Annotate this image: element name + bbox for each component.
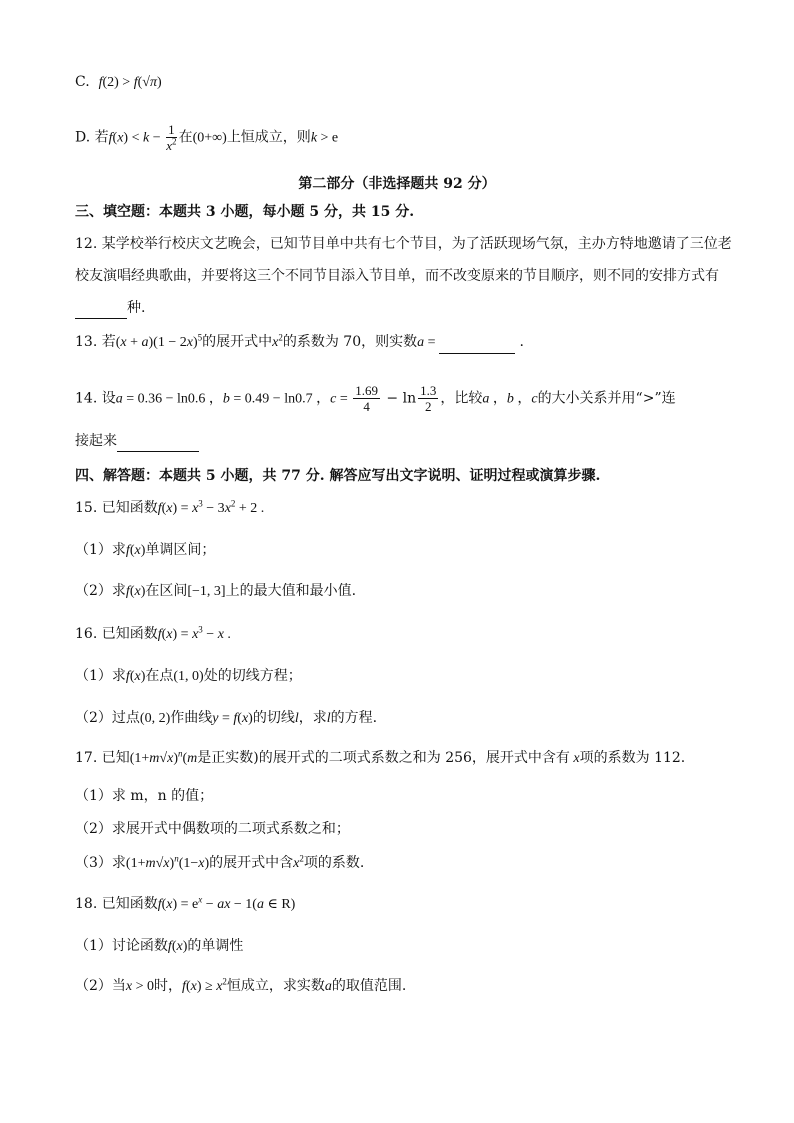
answer-blank[interactable] — [75, 302, 127, 319]
part-title: 第二部分（非选择题共 92 分） — [298, 176, 496, 192]
fraction: $\frac{1.3}{2}$ — [420, 383, 437, 414]
question-18-part-1: （1）讨论函数f(x)的单调性 — [75, 938, 244, 954]
answer-blank[interactable] — [117, 435, 199, 452]
question-17-part-1: （1）求 m，n 的值； — [75, 788, 214, 804]
fraction: $\frac{1}{x^2}$ — [166, 122, 177, 153]
question-15: 15. 已知函数$f(x) = x^3 - 3x^2 + 2$ . — [75, 498, 265, 516]
question-15-part-2: （2）求f(x)在区间[−1, 3]上的最大值和最小值. — [75, 583, 357, 599]
option-label: D. — [75, 129, 91, 146]
question-16: 16. 已知函数$f(x) = x^3 - x$ . — [75, 624, 231, 642]
question-18-part-2: （2）当x > 0时，$f(x) \ge x^2$恒成立，求实数a的取值范围. — [75, 976, 407, 994]
section-title: 三、填空题：本题共 3 小题，每小题 5 分，共 15 分. — [75, 204, 415, 220]
question-16-part-2: （2）过点(0, 2)作曲线y = f(x)的切线l，求l的方程. — [75, 710, 378, 726]
option-d: D. 若f(x) < k − $\frac{1}{x^2}$ 在(0+∞)上恒成立，则k > e — [75, 122, 339, 153]
question-17-part-2: （2）求展开式中偶数项的二项式系数之和； — [75, 821, 350, 837]
question-12-cont: 种. — [75, 297, 734, 319]
option-label: C. — [75, 74, 90, 90]
question-14-cont: 接起来 — [75, 430, 734, 452]
fraction: $\frac{1.69}{4}$ — [355, 383, 378, 414]
question-14: 14. 设a = 0.36 − ln0.6 ，b = 0.49 − ln0.7 ，c = $\frac{1.69}{4}$ − ln $\frac{1.3}{2}$ ，比较a ，b ，c的大小关系并用“>”连 — [75, 383, 676, 414]
math-expression: f(2) > f(√π) — [98, 75, 162, 90]
option-c — [75, 71, 734, 94]
question-17: 17. 已知$(1+m√x)^n(m$是正实数)的展开式的二项式系数之和为 256，展开式中含有 x项的系数为 112. — [75, 748, 686, 766]
question-12: 12. 某学校举行校庆文艺晚会，已知节目单中共有七个节目，为了活跃现场气氛，主办方特地邀请了三位老 — [75, 236, 732, 252]
question-12-cont: 校友演唱经典歌曲，并要将这三个不同节目添入节目单，而不改变原来的节目顺序，则不同的安排方式有 — [75, 268, 719, 284]
question-13: 13. 若$(x + a)(1 - 2x)^5$的展开式中$x^2$的系数为 70，则实数a = . — [75, 331, 734, 354]
section-title: 四、解答题：本题共 5 小题，共 77 分. 解答应写出文字说明、证明过程或演算步骤. — [75, 468, 601, 484]
question-18: 18. 已知函数$f(x) = e^x$ − ax − 1(a ∈ R) — [75, 894, 296, 912]
question-17-part-3: （3）求$(1+m√x)^n(1-x)$的展开式中含$x^2$项的系数. — [75, 853, 365, 871]
answer-blank[interactable] — [439, 337, 515, 354]
question-16-part-1: （1）求f(x)在点(1, 0)处的切线方程； — [75, 668, 302, 684]
question-15-part-1: （1）求f(x)单调区间； — [75, 542, 216, 558]
